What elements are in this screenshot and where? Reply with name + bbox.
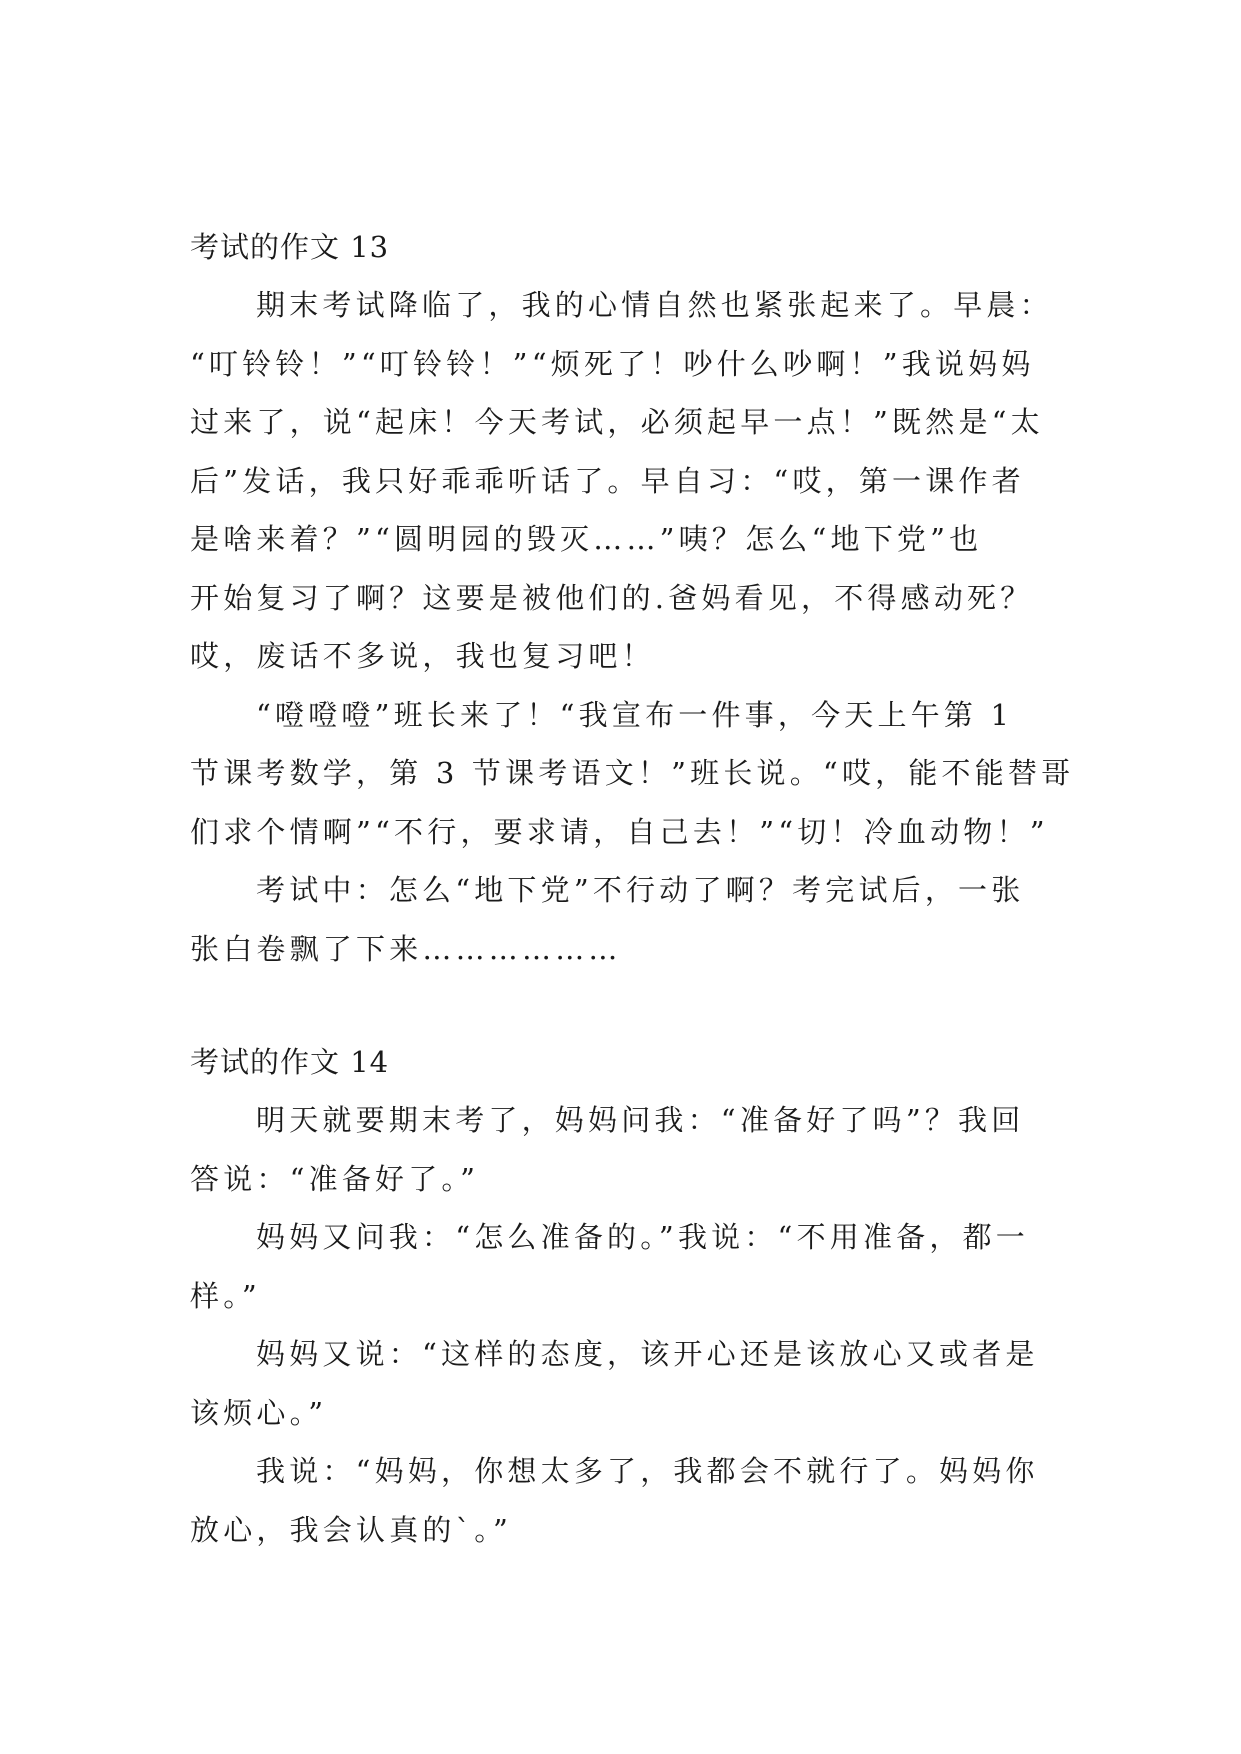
paragraph bbox=[190, 1208, 1050, 1325]
text-line: “噔噔噔”班长来了！“我宣布一件事，今天上午第 1 bbox=[256, 697, 1014, 732]
text-line: 考试中：怎么“地下党”不行动了啊？考完试后，一张 bbox=[256, 873, 1025, 907]
text-line: 妈妈又说：“这样的态度，该开心还是该放心又或者是 bbox=[256, 1337, 1039, 1371]
text-line: 哎，废话不多说，我也复习吧！ bbox=[190, 639, 655, 673]
paragraph bbox=[190, 686, 1075, 862]
text-line: 后”发话，我只好乖乖听话了。早自习：“哎，第一课作者 bbox=[190, 463, 1025, 498]
text-line: 开始复习了啊？这要是被他们的.爸妈看见，不得感动死？ bbox=[190, 580, 1034, 615]
text-line: 们求个情啊”“不行，要求请，自己去！”“切！冷血动物！” bbox=[190, 814, 1049, 849]
essay-13 bbox=[190, 218, 1075, 978]
text-line: 节课考数学，第 3 节课考语文！”班长说。“哎，能不能替哥 bbox=[190, 756, 1075, 790]
essay-title: 考试的作文 14 bbox=[190, 1045, 390, 1079]
paragraph bbox=[190, 1325, 1050, 1442]
paragraph bbox=[190, 1091, 1050, 1208]
text-line: 答说：“准备好了。” bbox=[190, 1161, 480, 1196]
text-line: 我说：“妈妈，你想太多了，我都会不就行了。妈妈你 bbox=[256, 1454, 1039, 1488]
text-line: 过来了，说“起床！今天考试，必须起早一点！”既然是“太 bbox=[190, 405, 1044, 439]
text-line: 样。” bbox=[190, 1278, 261, 1313]
essay-title: 考试的作文 13 bbox=[190, 230, 390, 264]
text-line: 妈妈又问我：“怎么准备的。”我说：“不用准备，都一 bbox=[256, 1220, 1029, 1254]
text-line: 张白卷飘了下来……………… bbox=[190, 931, 622, 966]
paragraph bbox=[190, 1442, 1050, 1559]
text-line: 该烦心。” bbox=[190, 1395, 328, 1430]
text-line: “叮铃铃！”“叮铃铃！”“烦死了！吵什么吵啊！”我说妈妈 bbox=[190, 346, 1035, 381]
essay-14 bbox=[190, 1033, 1050, 1559]
text-line: 放心，我会认真的`。” bbox=[190, 1512, 513, 1547]
text-line: 明天就要期末考了，妈妈问我：“准备好了吗”？我回 bbox=[256, 1103, 1025, 1137]
paragraph bbox=[190, 861, 1050, 978]
text-line: 是啥来着？”“圆明园的毁灭……”咦？怎么“地下党”也 bbox=[190, 522, 983, 556]
text-line: 期末考试降临了，我的心情自然也紧张起来了。早晨： bbox=[256, 288, 1053, 322]
paragraph bbox=[190, 276, 1053, 686]
